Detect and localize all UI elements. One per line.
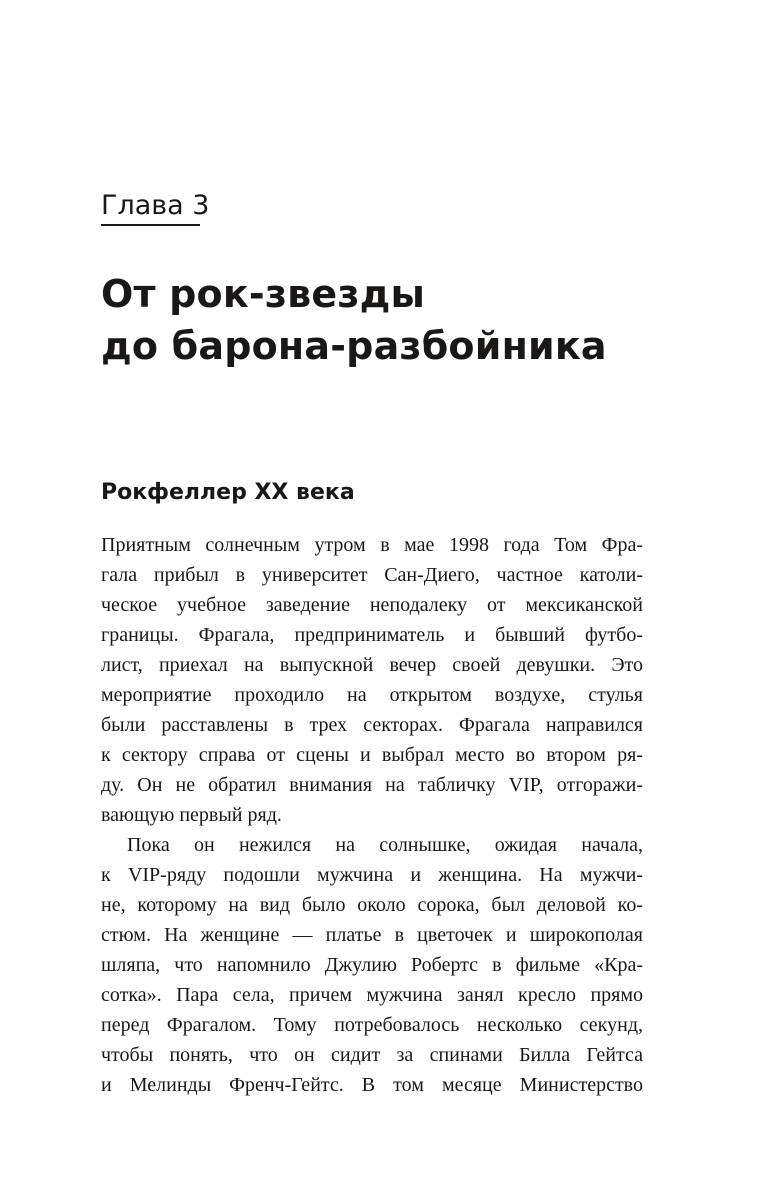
chapter-title-line: От рок-звезды <box>101 272 426 316</box>
text-line: к VIP-ряду подошли мужчина и женщина. На мужчи- <box>101 864 643 886</box>
chapter-label: Глава 3 <box>101 190 210 221</box>
section-heading: Рокфеллер XX века <box>101 480 355 505</box>
text-line: к сектору справа от сцены и выбрал место во втором ря- <box>101 744 643 766</box>
text-line: ческое учебное заведение неподалеку от мексиканской <box>101 594 643 616</box>
text-line: границы. Фрагала, предприниматель и бывший футбо- <box>101 624 643 646</box>
text-line: лист, приехал на выпускной вечер своей девушки. Это <box>101 654 643 676</box>
text-line: чтобы понять, что он сидит за спинами Билла Гейтса <box>101 1044 643 1066</box>
text-line: гала прибыл в университет Сан-Диего, частное католи- <box>101 564 643 586</box>
text-line: не, которому на вид было около сорока, был деловой ко- <box>101 894 643 916</box>
text-line: Приятным солнечным утром в мае 1998 года Том Фра- <box>101 534 643 556</box>
text-line: ду. Он не обратил внимания на табличку VIP, отгоражи- <box>101 774 643 796</box>
text-line: вающую первый ряд. <box>101 804 282 826</box>
text-line: и Мелинды Френч-Гейтс. В том месяце Министерство <box>101 1074 643 1096</box>
text-line: шляпа, что напомнило Джулию Робертс в фильме «Кра- <box>101 954 643 976</box>
chapter-title <box>101 268 607 372</box>
chapter-label-underline <box>101 224 200 226</box>
body-text <box>101 530 643 1100</box>
text-line: Пока он нежился на солнышке, ожидая начала, <box>127 834 643 856</box>
text-line: мероприятие проходило на открытом воздухе, стулья <box>101 684 643 706</box>
text-line: сотка». Пара села, причем мужчина занял кресло прямо <box>101 984 643 1006</box>
chapter-title-line: до барона-разбойника <box>101 324 607 368</box>
text-line: перед Фрагалом. Тому потребовалось несколько секунд, <box>101 1014 643 1036</box>
text-line: были расставлены в трех секторах. Фрагала направился <box>101 714 643 736</box>
text-line: стюм. На женщине — платье в цветочек и широкополая <box>101 924 643 946</box>
